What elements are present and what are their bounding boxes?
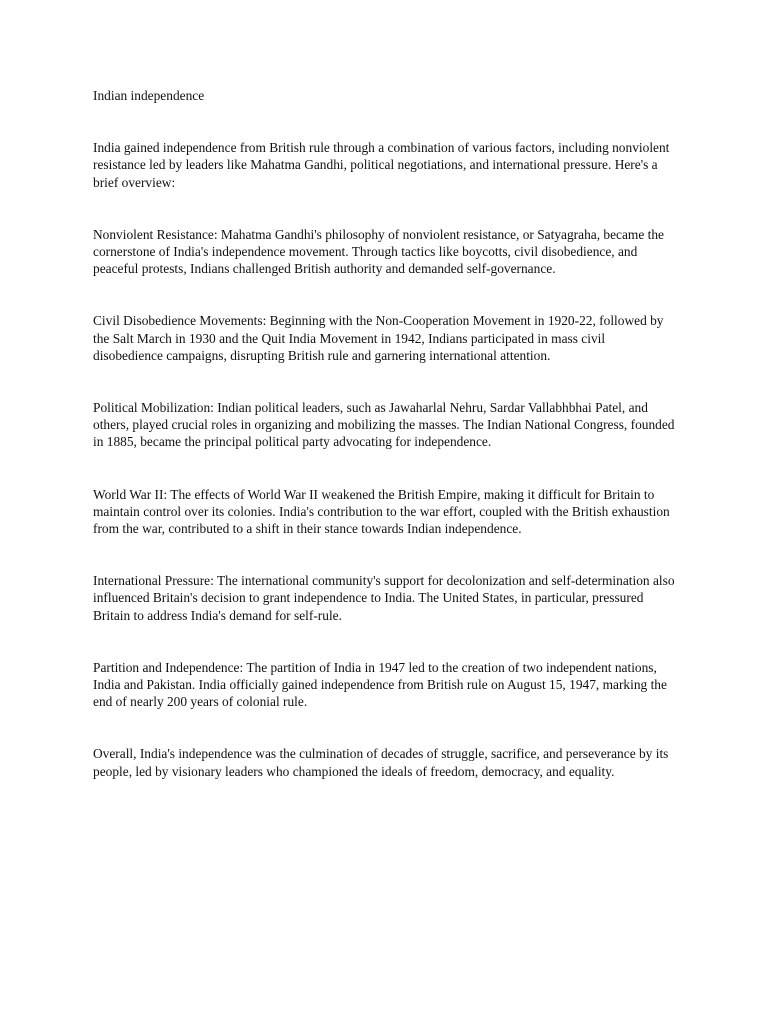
document-body xyxy=(93,87,678,780)
paragraph-world-war-ii: World War II: The effects of World War II weakened the British Empire, making it difficult for Britain to maintain control over its colonies. India's contribution to the war effort, coupled with the British exhaustion from the war, contributed to a shift in their stance towards Indian independence. xyxy=(93,486,670,537)
paragraph-partition-independence: Partition and Independence: The partition of India in 1947 led to the creation of two independent nations, India and Pakistan. India officially gained independence from British rule on August 15, 1947, marking the end of nearly 200 years of colonial rule. xyxy=(93,659,667,710)
document-title: Indian independence xyxy=(93,88,205,103)
paragraph-international-pressure: International Pressure: The international community's support for decolonization and self-determination also influenced Britain's decision to grant independence to India. The United States, in particular, pressured Britain to address India's demand for self-rule. xyxy=(93,573,675,623)
paragraph-nonviolent-resistance: Nonviolent Resistance: Mahatma Gandhi's philosophy of nonviolent resistance, or Satyagraha, became the cornerstone of India's independence movement. Through tactics like boycotts, civil disobedience, and peaceful protests, Indians challenged British authority and demanded self-governance. xyxy=(93,226,664,277)
paragraph-conclusion: Overall, India's independence was the culmination of decades of struggle, sacrifice, and perseverance by its people, led by visionary leaders who championed the ideals of freedom, democracy, and equality. xyxy=(93,746,669,779)
paragraph-political-mobilization: Political Mobilization: Indian political leaders, such as Jawaharlal Nehru, Sardar Vallabhbhai Patel, and others, played crucial roles in organizing and mobilizing the masses. The Indian National Congress, founded in 1885, became the principal political party advocating for independence. xyxy=(93,400,675,450)
paragraph-intro: India gained independence from British rule through a combination of various factors, including nonviolent resistance led by leaders like Mahatma Gandhi, political negotiations, and international pressure. Here's a brief overview: xyxy=(93,140,670,190)
paragraph-civil-disobedience: Civil Disobedience Movements: Beginning with the Non-Cooperation Movement in 1920-22, followed by the Salt March in 1930 and the Quit India Movement in 1942, Indians participated in mass civil disobedience campaigns, disrupting British rule and garnering international attention. xyxy=(93,313,664,363)
